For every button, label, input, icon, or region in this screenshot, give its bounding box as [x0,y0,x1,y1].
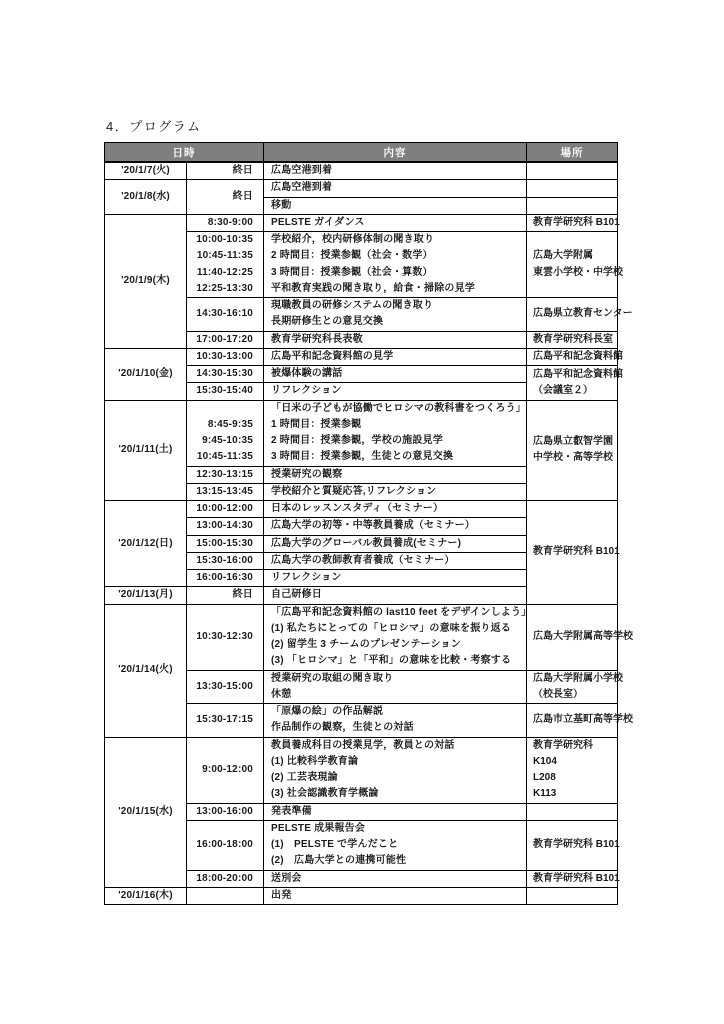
col-header-datetime: 日時 [105,143,264,163]
time-cell: 13:00-14:30 [187,518,264,535]
date-cell: '20/1/11(土) [105,400,187,501]
time-cell [187,887,264,904]
time-cell: 12:30-13:15 [187,466,264,483]
place-cell: 教育学研究科 B101 [527,501,618,605]
time-cell: 13:30-15:00 [187,670,264,704]
place-cell: 教育学研究科 B101 [527,870,618,887]
content-cell: 出発 [264,887,527,904]
time-cell: 13:15-13:45 [187,483,264,500]
content-cell: 「日米の子どもが協働でヒロシマの教科書をつくろう」 1 時間目：授業参観 2 時間目：授業参観，学校の施設見学 3 時間目：授業参観，生徒との意見交換 [264,400,527,466]
time-cell: 18:00-20:00 [187,870,264,887]
header-row [105,143,618,163]
time-cell: 10:00-12:00 [187,501,264,518]
content-cell: 広島大学の教師教育者養成（セミナー） [264,552,527,569]
date-cell: '20/1/14(火) [105,604,187,737]
content-cell: 広島大学のグローバル教員養成(セミナー) [264,535,527,552]
time-cell: 8:30-9:00 [187,214,264,231]
time-cell: 16:00-16:30 [187,570,264,587]
place-cell: 広島大学附属 東雲小学校・中学校 [527,232,618,298]
place-cell: 広島大学附属高等学校 [527,604,618,670]
content-cell: 広島空港到着 [264,180,527,197]
time-cell: 9:00-12:00 [187,737,264,803]
content-cell: 現職教員の研修システムの聞き取り 長期研修生との意見交換 [264,298,527,332]
date-cell: '20/1/8(水) [105,180,187,215]
content-cell: 自己研修日 [264,587,527,604]
place-cell: 広島大学附属小学校 （校長室） [527,670,618,704]
date-cell: '20/1/9(木) [105,214,187,348]
place-cell: 広島市立基町高等学校 [527,704,618,738]
col-header-place: 場所 [527,143,618,163]
table-row [105,400,618,466]
content-cell: 「原爆の絵」の作品解説 作品制作の観察，生徒との対話 [264,704,527,738]
time-cell: 8:45-9:35 9:45-10:35 10:45-11:35 [187,400,264,466]
content-cell: 広島平和記念資料館の見学 [264,348,527,365]
place-cell: 広島県立教育センター [527,298,618,332]
content-cell: 送別会 [264,870,527,887]
place-cell [527,887,618,904]
content-cell: 学校紹介と質疑応答,リフレクション [264,483,527,500]
place-cell: 教育学研究科 B101 [527,820,618,870]
table-row [105,501,618,518]
time-cell: 14:30-15:30 [187,366,264,383]
date-cell: '20/1/16(木) [105,887,187,904]
time-cell: 17:00-17:20 [187,331,264,348]
table-row [105,162,618,180]
time-cell: 14:30-16:10 [187,298,264,332]
content-cell: 日本のレッスンスタディ（セミナー） [264,501,527,518]
table-row [105,348,618,365]
content-cell: 教育学研究科長表敬 [264,331,527,348]
time-cell: 終日 [187,587,264,604]
time-cell: 終日 [187,180,264,215]
time-cell: 終日 [187,162,264,180]
content-cell: 授業研究の観察 [264,466,527,483]
date-cell: '20/1/12(日) [105,501,187,587]
place-cell [527,803,618,820]
table-row [105,180,618,197]
time-cell: 15:00-15:30 [187,535,264,552]
content-cell: PELSTE ガイダンス [264,214,527,231]
table-row [105,214,618,231]
place-cell [527,180,618,197]
content-cell: 移動 [264,197,527,214]
content-cell: 発表準備 [264,803,527,820]
date-cell: '20/1/15(水) [105,737,187,887]
program-schedule-table [104,142,633,905]
content-cell: 広島大学の初等・中等教員養成（セミナー） [264,518,527,535]
content-cell: 被爆体験の講話 [264,366,527,383]
place-cell: 教育学研究科長室 [527,331,618,348]
place-cell: 教育学研究科 K104 L208 K113 [527,737,618,803]
time-cell: 10:30-12:30 [187,604,264,670]
col-header-content: 内容 [264,143,527,163]
content-cell: 学校紹介，校内研修体制の聞き取り 2 時間目：授業参観（社会・数学） 3 時間目：授業参観（社会・算数） 平和教育実践の聞き取り，給食・掃除の見学 [264,232,527,298]
time-cell: 10:30-13:00 [187,348,264,365]
place-cell: 広島平和記念資料館 [527,348,618,365]
table-row [105,604,618,670]
time-cell: 15:30-17:15 [187,704,264,738]
content-cell: 授業研究の取組の聞き取り 休憩 [264,670,527,704]
time-cell: 15:30-15:40 [187,383,264,400]
time-cell: 10:00-10:35 10:45-11:35 11:40-12:25 12:25-13:30 [187,232,264,298]
date-cell: '20/1/10(金) [105,348,187,400]
table-row [105,737,618,803]
time-cell: 13:00-16:00 [187,803,264,820]
place-cell: 教育学研究科 B101 [527,214,618,231]
place-cell [527,162,618,180]
content-cell: リフレクション [264,570,527,587]
page-title: 4．プログラム [106,119,202,134]
content-cell: 広島空港到着 [264,162,527,180]
place-cell: 広島県立叡智学園 中学校・高等学校 [527,400,618,501]
content-cell: リフレクション [264,383,527,400]
date-cell: '20/1/7(火) [105,162,187,180]
content-cell: 教員養成科目の授業見学，教員との対話 (1) 比較科学教育論 (2) 工芸表現論 (3) 社会認識教育学概論 [264,737,527,803]
content-cell: PELSTE 成果報告会 (1) PELSTE で学んだこと (2) 広島大学との連携可能性 [264,820,527,870]
table-row [105,887,618,904]
date-cell: '20/1/13(月) [105,587,187,604]
time-cell: 16:00-18:00 [187,820,264,870]
time-cell: 15:30-16:00 [187,552,264,569]
content-cell: 「広島平和記念資料館の last10 feet をデザインしよう」 (1) 私たちにとっての「ヒロシマ」の意味を振り返る (2) 留学生 3 チームのプレゼンテーション (3) 「ヒロシマ」と「平和」の意味を比較・考察する [264,604,527,670]
place-cell: 広島平和記念資料館 （会議室２） [527,366,618,401]
place-cell [527,197,618,214]
